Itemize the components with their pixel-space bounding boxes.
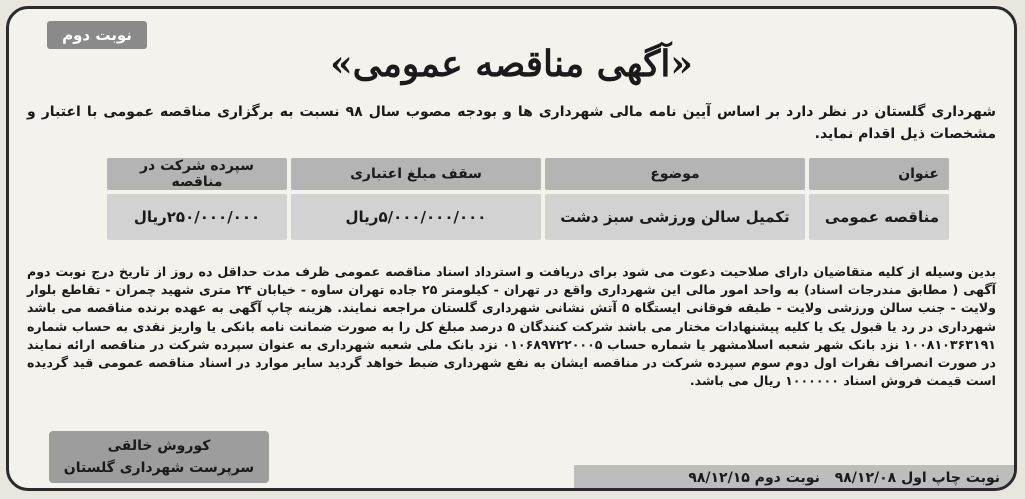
body-paragraph: بدین وسیله از کلیه متقاضیان دارای صلاحیت دعوت می شود برای دریافت و استرداد اسناد مناقصه عمومی ظرف مدت حداقل ده روز از تاریخ درج نوبت دوم آگهی ( مطابق مندرجات اسناد) به واحد امور مالی این شهرداری واقع در تهران - کیلومتر ۲۵ جاده تهران ساوه - خیابان ۲۴ متری شهید چمران - تقاطع بلوار ولایت - جنب سالن ورزشی ولایت - طبقه فوقانی ایستگاه ۵ آتش نشانی شهرداری گلستان مراجعه نمایند. هزینه چاپ آگهی به عهده برنده مناقصه می باشد شهرداری در رد یا قبول یک یا کلیه پیشنهادات مختار می باشد شرکت کنندگان ۵ درصد مبلغ کل را به صورت ضمانت نامه بانکی یا واریز نقدی به حساب شماره ۱۰۰۸۱۰۳۶۳۱۹۱ نزد بانک شهر شعبه اسلامشهر یا شماره حساب ۰۱۰۶۸۹۷۲۲۰۰۰۵ نزد بانک ملی شعبه شهرداری به عنوان سپرده شرکت در مناقصه ارائه نمایند در صورت انصراف نفرات اول دوم سوم سپرده شرکت در مناقصه ایشان به نفع شهرداری ضبط خواهد گردید سایر موارد در اسناد مناقصه عمومی قید گردیده است قیمت فروش اسناد ۱۰۰۰۰۰۰ ریال می باشد. (27, 264, 996, 389)
intro-paragraph: شهرداری گلستان در نظر دارد بر اساس آیین نامه مالی شهرداری ها و بودجه مصوب سال ۹۸ نسبت به برگزاری مناقصه عمومی با اعتبار و مشخصات ذیل اقدام نماید. (27, 104, 996, 142)
notice-frame (6, 6, 1017, 491)
notice-title: «آگهی مناقصه عمومی» (330, 43, 693, 85)
cell-subject: تکمیل سالن ورزشی سبز دشت (545, 194, 805, 240)
header-cell-budget: سقف مبلغ اعتباری (291, 158, 541, 190)
round-badge: نوبت دوم (47, 21, 147, 49)
signature-name: کوروش خالقی (107, 438, 211, 454)
signature-role: سرپرست شهرداری گلستان (63, 460, 255, 476)
cell-deposit: ۲۵۰/۰۰۰/۰۰۰ریال (107, 194, 287, 240)
cell-title: مناقصه عمومی (809, 194, 949, 240)
table-row (107, 194, 949, 240)
print-second: نوبت دوم ۹۸/۱۲/۱۵ (688, 470, 820, 486)
header-cell-deposit: سپرده شرکت در مناقصه (107, 158, 287, 190)
signature-box (49, 431, 269, 483)
tender-table (103, 154, 953, 244)
table-header-row (107, 158, 949, 190)
cell-budget: ۵/۰۰۰/۰۰۰/۰۰۰ریال (291, 194, 541, 240)
print-dates-bar (574, 465, 1014, 491)
print-first: نوبت چاپ اول ۹۸/۱۲/۰۸ (834, 470, 1000, 486)
header-cell-title: عنوان (809, 158, 949, 190)
header-cell-subject: موضوع (545, 158, 805, 190)
